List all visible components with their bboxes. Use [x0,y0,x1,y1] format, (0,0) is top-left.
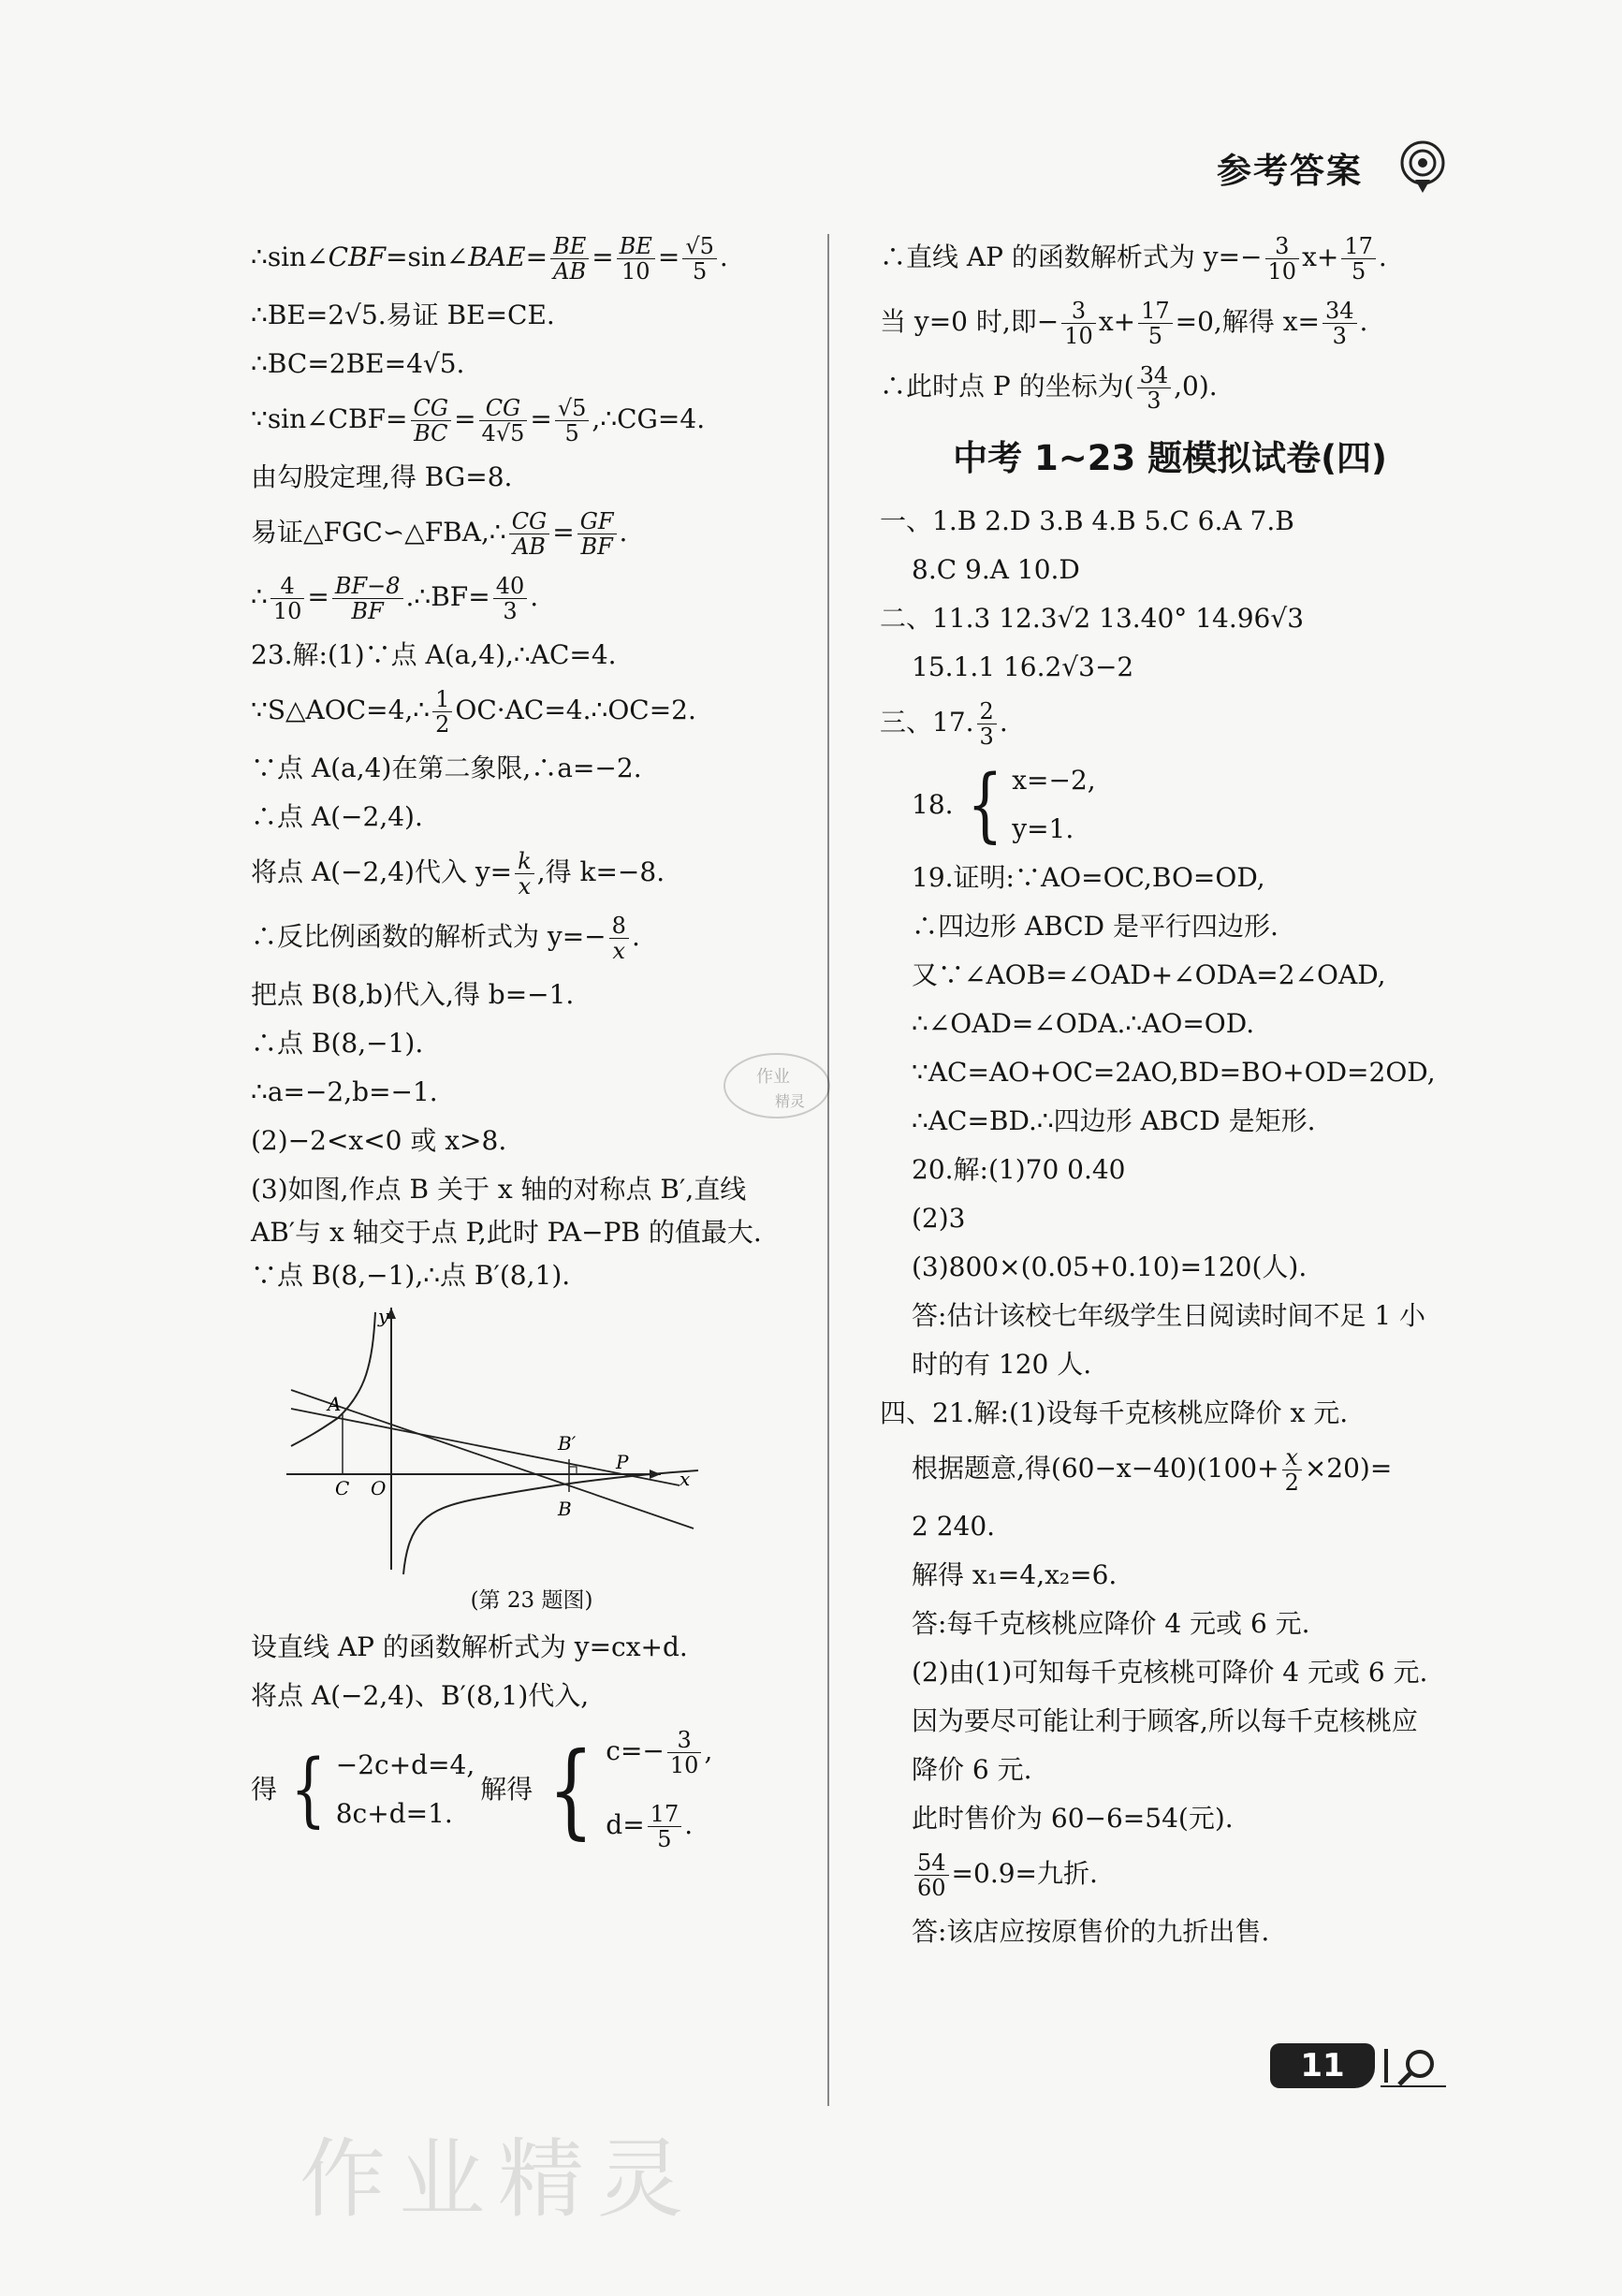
line: 将点 A(−2,4)、B′(8,1)代入, [251,1680,590,1711]
section-title: 中考 1~23 题模拟试卷(四) [953,438,1387,478]
line: ∴反比例函数的解析式为 y=− $\frac{8}{x}$ . [251,913,640,964]
fraction: $\frac{2}{3}$ [977,699,997,749]
fraction: $\frac{17}{5}$ [1138,299,1173,348]
graph-figure [286,1308,754,1579]
line: 又∵∠AOB=∠OAD+∠ODA=2∠OAD, [912,959,1386,990]
line: 20.解:(1)70 0.40 [912,1154,1126,1185]
line: 根据题意,得(60−x−40)(100+ $\frac{x}{2}$ ×20)= [912,1444,1393,1496]
line: ∵sin∠CBF= $\frac{CG}{BC}$ = $\frac{CG}{4√5}$ = $\frac{√5}{5}$ ,∴CG=4. [251,395,706,446]
answer-row: 18. { x=−2, y=1. [912,758,1096,852]
answer-row: 15.1.1 16.2√3−2 [912,651,1134,682]
label-c: C [335,1477,350,1499]
stamp-top-text: 作业 [756,1067,790,1087]
line: 四、21.解:(1)设每千克核桃应降价 x 元. [880,1397,1349,1428]
line: ∴∠OAD=∠ODA.∴AO=OD. [912,1008,1255,1039]
watermark: 作业精灵 [300,2129,697,2230]
fraction: $\frac{CG}{BC}$ [411,396,452,446]
line: 解得 x₁=4,x₂=6. [912,1559,1118,1590]
line: (2)−2<x<0 或 x>8. [251,1125,507,1156]
fraction: $\frac{3}{10}$ [1061,299,1096,348]
label-y: y [378,1308,389,1327]
line: ∴a=−2,b=−1. [251,1076,438,1107]
hyperbola-branch-lower [403,1470,698,1574]
fraction: $\frac{3}{10}$ [1265,234,1300,284]
target-icon [1395,139,1451,195]
line: (3)800×(0.05+0.10)=120(人). [912,1251,1308,1282]
answer-row: 二、11.3 12.3√2 13.40° 14.96√3 [880,603,1305,634]
fraction: $\frac{17}{5}$ [1341,234,1376,284]
line: 23.解:(1)∵点 A(a,4),∴AC=4. [251,639,617,670]
function-graph [286,1308,754,1579]
line: AB′与 x 轴交于点 P,此时 PA−PB 的值最大. [251,1217,762,1248]
line: (3)如图,作点 B 关于 x 轴的对称点 B′,直线 [251,1174,747,1205]
line: 时的有 120 人. [912,1349,1092,1380]
line: 易证△FGC∽△FBA,∴ $\frac{CG}{AB}$ = $\frac{GF}{BF}$ . [251,508,628,560]
line: ∴点 A(−2,4). [251,801,423,832]
fraction: $\frac{34}{3}$ [1322,299,1357,348]
line: 当 y=0 时,即− $\frac{3}{10}$ x+ $\frac{17}{5}$ =0,解得 x= $\frac{34}{3}$ . [880,298,1368,349]
fraction: $\frac{4}{10}$ [270,574,305,623]
line: 此时售价为 60−6=54(元). [912,1803,1234,1834]
header-title: 参考答案 [1217,151,1363,191]
magnifier-icon [1381,2045,1446,2088]
line: 设直线 AP 的函数解析式为 y=cx+d. [251,1631,688,1662]
page-footer [1270,2043,1457,2095]
page-header [1217,139,1460,195]
line: ∴点 B(8,−1). [251,1028,424,1059]
line: 将点 A(−2,4)代入 y= $\frac{k}{x}$ ,得 k=−8. [251,848,665,899]
fraction: $\frac{40}{3}$ [493,574,528,623]
line: ∵点 B(8,−1),∴点 B′(8,1). [251,1260,571,1291]
fraction: $\frac{BE}{AB}$ [550,234,589,284]
watermark-stamp [721,1048,833,1123]
fraction: $\frac{BE}{10}$ [617,234,655,284]
equation-system: { x=−2, y=1. [966,758,1096,852]
line: 因为要尽可能让利于顾客,所以每千克核桃应 [912,1705,1418,1736]
fraction: $\frac{CG}{AB}$ [509,509,550,559]
column-divider [827,234,829,2106]
line: ∴BC=2BE=4√5. [251,348,465,379]
stamp-bottom-text: 精灵 [775,1092,806,1110]
fraction: $\frac{x}{2}$ [1282,1445,1302,1495]
figure-caption: (第 23 题图) [470,1588,593,1613]
equation-system: { c=− $\frac{3}{10}$ , d= $\frac{17}{5}$ . [548,1727,713,1852]
page-number: 11 [1270,2043,1375,2088]
fraction: $\frac{√5}{5}$ [555,396,590,446]
line: $\frac{54}{60}$ =0.9=九折. [880,1850,1460,1900]
label-b: B [558,1498,572,1520]
line: 答:估计该校七年级学生日阅读时间不足 1 小 [912,1300,1426,1331]
line: ∴四边形 ABCD 是平行四边形. [912,911,1279,942]
hyperbola-branch-upper [291,1312,375,1446]
line: ∴AC=BD.∴四边形 ABCD 是矩形. [912,1105,1316,1136]
label-p: P [616,1451,629,1473]
answer-row: 8.C 9.A 10.D [912,554,1080,585]
label-b-prime: B′ [558,1432,577,1455]
line: ∴直线 AP 的函数解析式为 y=− $\frac{3}{10}$ x+ $\frac{17}{5}$ . [880,233,1387,285]
line: 答:每千克核桃应降价 4 元或 6 元. [912,1608,1310,1639]
fraction: $\frac{1}{2}$ [432,687,452,737]
fraction: $\frac{GF}{BF}$ [577,509,617,559]
line: 答:该店应按原售价的九折出售. [912,1916,1270,1947]
fraction: $\frac{8}{x}$ [609,914,629,963]
line: 把点 B(8,b)代入,得 b=−1. [251,979,575,1010]
right-column [880,234,1460,1964]
fraction: $\frac{BF-8}{BF}$ [332,574,403,623]
label-o: O [371,1477,387,1499]
line: 降价 6 元. [912,1754,1032,1785]
line: ∵点 A(a,4)在第二象限,∴a=−2. [251,753,642,783]
answer-row: 一、1.B 2.D 3.B 4.B 5.C 6.A 7.B [880,505,1294,536]
line: ∴sin∠CBF=sin∠BAE= $\frac{BE}{AB}$ = $\frac{BE}{10}$ = $\frac{√5}{5}$ . [251,233,728,285]
line: ∵AC=AO+OC=2AO,BD=BO+OD=2OD, [912,1057,1436,1088]
line: 由勾股定理,得 BG=8. [251,461,513,492]
line: ∵S△AOC=4,∴ $\frac{1}{2}$ OC·AC=4.∴OC=2. [251,686,696,738]
answer-row: 三、17. $\frac{2}{3}$ . [880,698,1008,750]
right-angle-mark [569,1467,577,1474]
label-a: A [328,1393,342,1415]
line: ∴ $\frac{4}{10}$ = $\frac{BF-8}{BF}$ .∴BF= $\frac{40}{3}$ . [251,573,539,624]
line: ∴BE=2√5.易证 BE=CE. [251,300,555,330]
label-x: x [679,1468,691,1490]
fraction: $\frac{34}{3}$ [1137,363,1172,413]
fraction: $\frac{k}{x}$ [515,849,534,899]
line: 19.证明:∵AO=OC,BO=OD, [912,862,1265,893]
fraction: $\frac{√5}{5}$ [682,234,717,284]
line: (2)3 [912,1203,966,1234]
line: 2 240. [912,1511,996,1542]
line: 得 { −2c+d=4, 8c+d=1. 解得 { c=− $\frac{3}{10}$ , d= $\frac{17}{5}$ . [251,1727,713,1852]
line: ∴此时点 P 的坐标为( $\frac{34}{3}$ ,0). [880,362,1218,414]
line: (2)由(1)可知每千克核桃可降价 4 元或 6 元. [912,1657,1428,1688]
fraction: $\frac{CG}{4√5}$ [479,396,528,446]
fraction: $\frac{54}{60}$ [914,1850,949,1900]
line-ab [291,1390,694,1528]
equation-system: { −2c+d=4, 8c+d=1. [290,1743,475,1836]
